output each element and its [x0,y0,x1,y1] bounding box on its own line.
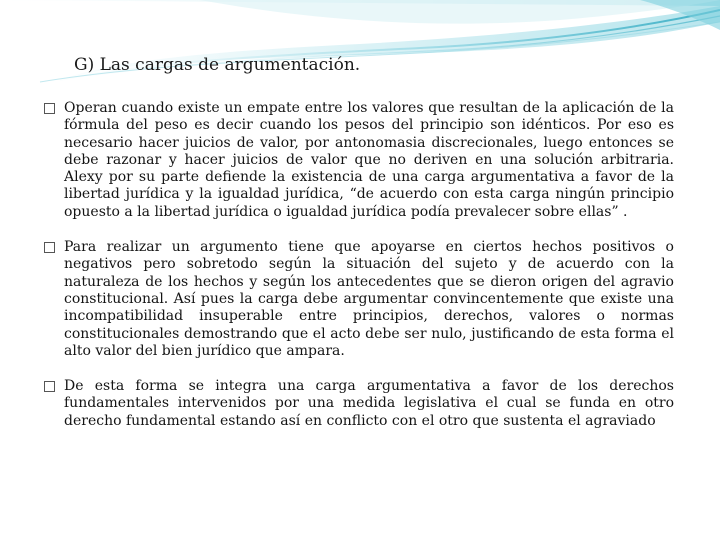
list-item [44,378,674,430]
bullet-list [44,100,674,448]
square-bullet-icon [44,103,55,114]
list-item [44,239,674,360]
header-wave-decoration [0,0,720,90]
list-item [44,100,674,221]
bullet-text: Operan cuando existe un empate entre los valores que resultan de la aplicación de la fórmula del peso es decir cuando los pesos del principio son idénticos. Por eso es necesario hacer juicios de valor, por antonomasia discrecionales, luego entonces se debe razonar y hacer juicios de valor que no deriven en una solución arbitraria. Alexy por su parte defiende la existencia de una carga argumentativa a favor de la libertad jurídica y la igualdad jurídica, “de acuerdo con esta carga ningún principio opuesto a la libertad jurídica o igualdad jurídica podía prevalecer sobre ellas” . [64,100,674,220]
slide-title: G) Las cargas de argumentación. [74,55,361,75]
square-bullet-icon [44,242,55,253]
square-bullet-icon [44,381,55,392]
bullet-text: Para realizar un argumento tiene que apoyarse en ciertos hechos positivos o negativos pero sobretodo según la situación del sujeto y de acuerdo con la naturaleza de los hechos y según los antecedentes que se dieron origen del agravio constitucional. Así pues la carga debe argumentar convincentemente que existe una incompatibilidad insuperable entre principios, derechos, valores o normas constitucionales demostrando que el acto debe ser nulo, justificando de esta forma el alto valor del bien jurídico que ampara. [64,239,674,359]
bullet-text: De esta forma se integra una carga argumentativa a favor de los derechos fundamentales intervenidos por una medida legislativa el cual se funda en otro derecho fundamental estando así en conflicto con el otro que sustenta el agraviado [64,378,674,429]
